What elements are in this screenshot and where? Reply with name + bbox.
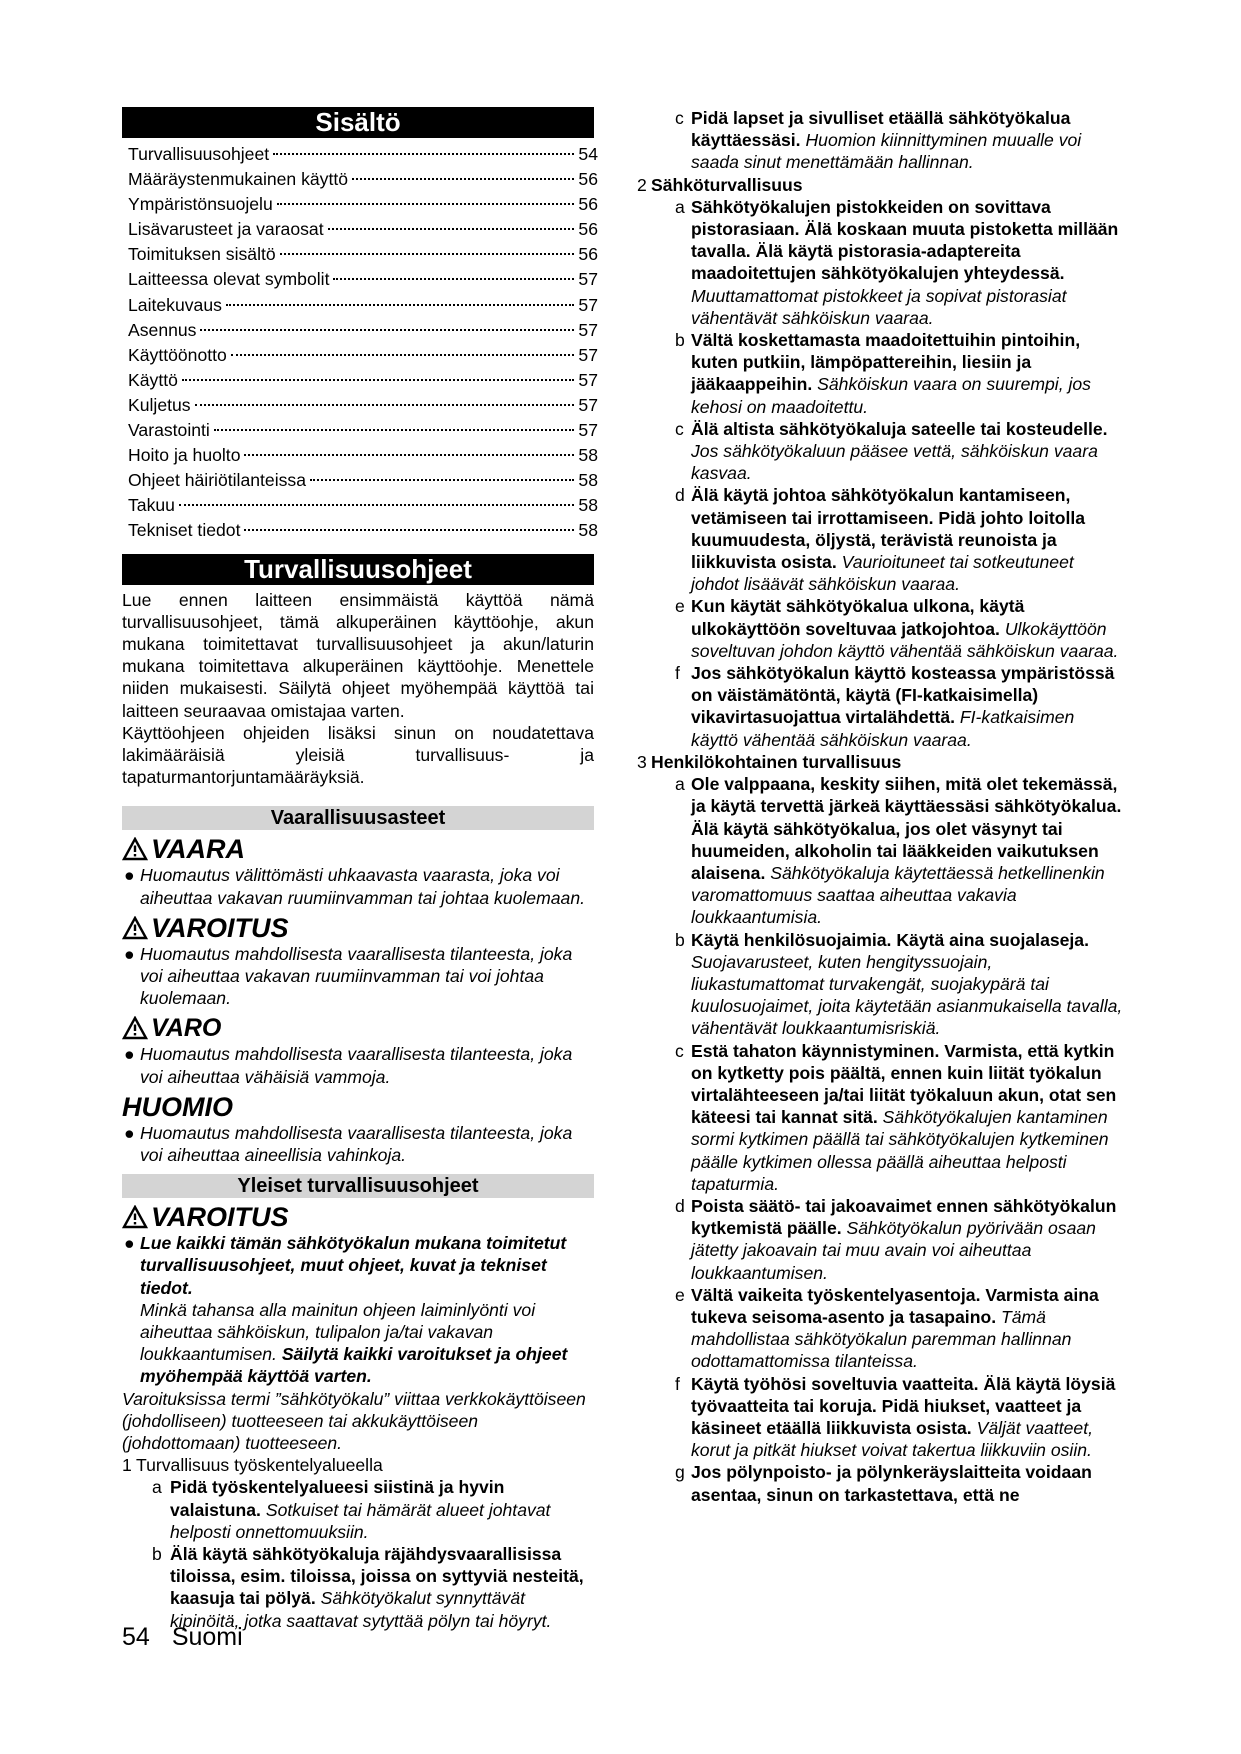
instruction-item: b Vältä koskettamasta maadoitettuihin pintoihin, kuten putkiin, lämpöpattereihin, liesiin ja jääkaappeihin. Sähköiskun vaara on suurempi, jos kehosi on maadoitettu.: [675, 330, 1091, 417]
toc-item[interactable]: Käyttöönotto 57: [128, 344, 598, 365]
page-footer: [122, 1622, 265, 1652]
instruction-item: e Vältä vaikeita työskentelyasentoja. Varmista aina tukeva seisoma-asento ja tasapaino. Tämä mahdollistaa sähkötyökalun paremman hallinnan odottamattomissa tilanteissa.: [675, 1284, 1099, 1372]
instruction-item: f Käytä työhösi soveltuvia vaatteita. Älä käytä löysiä työvaatteita tai koruja. Pidä hiukset, vaatteet ja käsineet etäällä liikkuvista osista. Väljät vaatteet, korut ja pitkät hiukset voivat takertua liikkuviin osiin.: [675, 1373, 1116, 1461]
toc-heading: Sisältö: [122, 107, 594, 138]
safety-heading: Turvallisuusohjeet: [122, 554, 594, 585]
general-heading: Yleiset turvallisuusohjeet: [122, 1174, 594, 1198]
toc-item[interactable]: Ympäristönsuojelu 56: [128, 194, 598, 215]
instruction-item: c Älä altista sähkötyökaluja sateelle tai kosteudelle. Jos sähkötyökaluun pääsee vettä, sähköiskun vaara kasvaa.: [675, 418, 1108, 484]
general-warning-text: ● Lue kaikki tämän sähkötyökalun mukana toimitetut turvallisuusohjeet, muut ohjeet, kuvat ja tekniset tiedot. Minkä tahansa alla mainitun ohjeen laiminlyönti voi aiheuttaa sähköiskun, tulipalon ja/tai vakavan loukkaantumisen. Säilytä kaikki varoitukset ja ohjeet myöhempää käyttöä varten.: [124, 1233, 568, 1387]
page-number: 54: [122, 1623, 150, 1651]
signal-varo: VARO: [122, 1013, 594, 1043]
instruction-item: a Sähkötyökalujen pistokkeiden on sovittava pistorasiaan. Älä koskaan muuta pistoketta millään tavalla. Älä käytä pistorasia-adaptereita maadoitettujen sähkötyökalujen yhteydessä. Muuttamattomat pistokkeet ja sopivat pistorasiat vähentävät sähköiskun vaaraa.: [675, 196, 1119, 328]
toc-item[interactable]: Laitteessa olevat symbolit 57: [128, 269, 598, 290]
toc-item[interactable]: Käyttö 57: [128, 369, 598, 390]
toc-item[interactable]: Hoito ja huolto 58: [128, 445, 598, 466]
instruction-item: b Älä käytä sähkötyökaluja räjähdysvaarallisissa tiloissa, esim. tiloissa, joissa on syttyviä nesteitä, kaasuja tai pölyä. Sähkötyökalut synnyttävät kipinöitä, jotka saattavat sytyttää pölyn tai höyryt.: [152, 1544, 584, 1631]
hazard-text: ● Huomautus välittömästi uhkaavasta vaarasta, joka voi aiheuttaa vakavan ruumiinvamman tai johtaa kuolemaan.: [124, 865, 585, 908]
toc-item[interactable]: Varastointi 57: [128, 420, 598, 441]
toc-item[interactable]: Turvallisuusohjeet 54: [128, 144, 598, 164]
instruction-item: b Käytä henkilösuojaimia. Käytä aina suojalaseja. Suojavarusteet, kuten hengityssuojain, liukastumattomat turvakengät, suojakypärä tai kuulosuojaimet, joita käytetään asianmukaisella tavalla, vähentävät loukkaantumisriskiä.: [675, 929, 1123, 1039]
signal-vaara: VAARA: [122, 834, 594, 864]
hazard-text: ● Huomautus mahdollisesta vaarallisesta tilanteesta, joka voi aiheuttaa vähäisiä vammoja.: [124, 1044, 573, 1087]
toc-item[interactable]: Asennus 57: [128, 319, 598, 340]
toc-item[interactable]: Tekniset tiedot 58: [128, 520, 598, 541]
warning-triangle-icon: [122, 916, 148, 940]
safety-intro-legal: Käyttöohjeen ohjeiden lisäksi sinun on noudatettava lakimääräisiä yleisiä turvallisuus- ja tapaturmantorjuntamääräyksiä.: [122, 722, 594, 788]
right-column: [637, 107, 1125, 1506]
term-note: Varoituksissa termi ”sähkötyökalu” viittaa verkkokäyttöiseen (johdolliseen) tuotteeseen tai akkukäyttöiseen (johdottomaan) tuotteeseen.: [122, 1388, 586, 1453]
instruction-item: a Ole valppaana, keskity siihen, mitä olet tekemässä, ja käytä tervettä järkeä käyttäessäsi sähkötyökalua. Älä käytä sähkötyökalua, jos olet väsynyt tai huumeiden, alkoholin tai lääkkeiden vaikutuksen alaisena. Sähkötyökaluja käytettäessä hetkellinenkin varomattomuus saattaa aiheuttaa vakavia loukkaantumisia.: [675, 774, 1122, 928]
instruction-item: c Estä tahaton käynnistyminen. Varmista, että kytkin on kytketty pois päältä, ennen kuin liität työkalun virtalähteeseen ja/tai liität työkaluun akun, otat sen käteesi tai kannat sitä. Sähkötyökalujen kantaminen sormi kytkimen päällä tai sähkötyökalujen kytkeminen päälle kytkimen ollessa päällä aiheuttaa helposti tapaturmia.: [675, 1040, 1117, 1194]
toc-item[interactable]: Ohjeet häiriötilanteissa 58: [128, 470, 598, 491]
instruction-item: d Poista säätö- tai jakoavaimet ennen sähkötyökalun kytkemistä päälle. Sähkötyökalun pyörivään osaan jätetty jakoavain tai muu avain voi aiheuttaa loukkaantumisen.: [675, 1195, 1117, 1283]
instruction-item: f Jos sähkötyökalun käyttö kosteassa ympäristössä on väistämätöntä, käytä (FI-katkaisimella) vikavirtasuojattua virtalähdettä. FI-katkaisimen käyttö vähentää sähköiskun vaaraa.: [675, 663, 1115, 750]
instruction-item: c Pidä lapset ja sivulliset etäällä sähkötyökalua käyttäessäsi. Huomion kiinnittyminen muualle voi saada sinut menettämään hallinnan.: [675, 108, 1082, 173]
signal-huomio: HUOMIO: [122, 1091, 233, 1122]
section-heading: 3 Henkilökohtainen turvallisuus: [637, 751, 902, 772]
toc-item[interactable]: Laitekuvaus 57: [128, 294, 598, 315]
warning-triangle-icon: [122, 837, 148, 861]
toc-item[interactable]: Lisävarusteet ja varaosat 56: [128, 219, 598, 240]
instruction-item: g Jos pölynpoisto- ja pölynkeräyslaitteita voidaan asentaa, sinun on tarkastettava, että ne: [675, 1462, 1092, 1505]
footer-language: Suomi: [171, 1623, 243, 1651]
hazard-text: ● Huomautus mahdollisesta vaarallisesta tilanteesta, joka voi aiheuttaa vakavan ruumiinvamman tai voi johtaa kuolemaan.: [124, 943, 573, 1009]
toc-item[interactable]: Kuljetus 57: [128, 394, 598, 415]
table-of-contents: [128, 142, 598, 544]
warning-triangle-icon: [122, 1205, 148, 1229]
warning-triangle-icon: [122, 1016, 148, 1040]
left-column: [122, 107, 598, 1632]
hazard-text: ● Huomautus mahdollisesta vaarallisesta tilanteesta, joka voi aiheuttaa aineellisia vahinkoja.: [124, 1122, 573, 1165]
toc-item[interactable]: Toimituksen sisältö 56: [128, 244, 598, 265]
section-heading: 2 Sähköturvallisuus: [637, 174, 803, 195]
signal-varoitus-general: VAROITUS: [122, 1202, 594, 1232]
instruction-item: d Älä käytä johtoa sähkötyökalun kantamiseen, vetämiseen tai irrottamiseen. Pidä johto loitolla kuumuudesta, öljystä, terävistä reunoista ja liikkuvista osista. Vaurioituneet tai sotkeutuneet johdot lisäävät sähköiskun vaaraa.: [675, 485, 1086, 595]
hazard-heading: Vaarallisuusasteet: [122, 806, 594, 830]
toc-item[interactable]: Takuu 58: [128, 495, 598, 516]
section-heading: 1 Turvallisuus työskentelyalueella: [122, 1455, 383, 1476]
toc-item[interactable]: Määräystenmukainen käyttö 56: [128, 169, 598, 190]
instruction-item: a Pidä työskentelyalueesi siistinä ja hyvin valaistuna. Sotkuiset tai hämärät alueet johtavat helposti onnettomuuksiin.: [152, 1477, 551, 1542]
instruction-item: e Kun käytät sähkötyökalua ulkona, käytä ulkokäyttöön soveltuvaa jatkojohtoa. Ulkokäyttöön soveltuvan johdon käyttö vähentää sähköiskun vaaraa.: [675, 596, 1119, 661]
signal-varoitus: VAROITUS: [122, 913, 594, 943]
safety-intro: Lue ennen laitteen ensimmäistä käyttöä nämä turvallisuusohjeet, tämä alkuperäinen käyttöohje, akun mukana toimitettavat turvallisuusohjeet ja akun/laturin mukana toimitettava alkuperäinen käyttöohje. Menettele niiden mukaisesti. Säilytä ohjeet myöhempää käyttöä tai laitteen seuraavaa omistajaa varten.: [122, 589, 594, 721]
